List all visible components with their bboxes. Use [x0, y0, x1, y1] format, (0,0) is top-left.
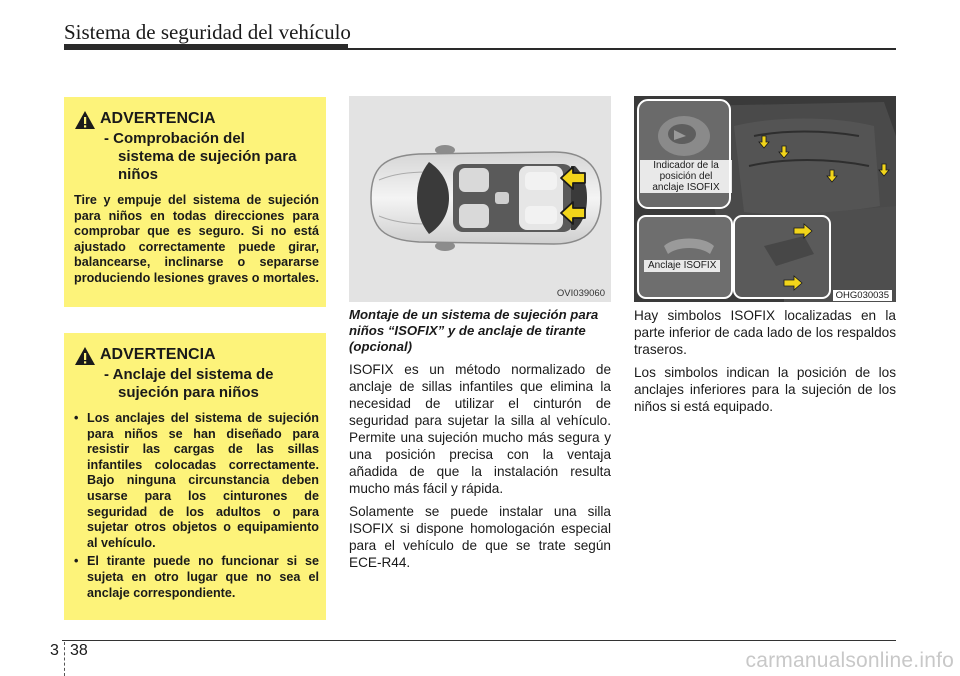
warning-subtitle-line: - Anclaje del sistema de — [104, 366, 274, 383]
warning-subtitle — [74, 130, 319, 184]
warning-triangle-icon — [74, 346, 96, 366]
page-header-title: Sistema de seguridad del vehículo — [64, 20, 351, 44]
rear-seat-photo — [634, 96, 896, 302]
footer-divider — [64, 642, 65, 676]
warning-triangle-icon — [74, 110, 96, 130]
warning-subtitle-line: sujeción para niños — [118, 384, 259, 401]
indicator-label-line: Indicador de la — [653, 160, 719, 171]
car-top-view-illustration — [349, 96, 611, 302]
figure-code: OVI039060 — [556, 288, 605, 299]
warning-heading — [74, 109, 319, 130]
indicator-label-line: anclaje ISOFIX — [652, 182, 720, 193]
chapter-number: 3 — [50, 642, 59, 659]
warning-word: ADVERTENCIA — [100, 110, 216, 127]
warning-body: Tire y empuje del sistema de sujeción para niños en todas direcciones para comprobar que es seguro. Si no está ajustado correctamente puede girar, balancearse, inclinarse o separarse produciendo lesiones graves o mortales. — [74, 193, 319, 285]
isofix-section — [349, 307, 611, 571]
warning-box-anchor — [64, 333, 326, 620]
warning-subtitle-line: sistema de sujeción para — [118, 148, 297, 165]
warning-heading — [74, 345, 319, 366]
section-paragraph: ISOFIX es un método normalizado de anclaje de sillas infantiles que elimina la necesidad de utilizar el cinturón de seguridad para sujetar la silla al vehículo. Permite una sujeción mucho más segura y una posición precisa con la ventaja añadida de que la instalación resulta mucho más fácil y rápida. — [349, 362, 611, 496]
warning-subtitle-line: niños — [118, 166, 158, 183]
watermark: carmanualsonline.info — [745, 649, 954, 672]
footer-rule — [62, 640, 896, 641]
warning-subtitle-line: - Comprobación del — [104, 130, 245, 147]
anchor-label: Anclaje ISOFIX — [644, 260, 720, 272]
warning-bullet: • Los anclajes del sistema de sujeción para niños se han diseñado para resistir las cargas de las sillas infantiles colocadas correctamente. Bajo ninguna circunstancia deben usarse para los cinturones de seguridad de los adultos o para sujetar otros objetos o equipamiento al vehículo. — [74, 411, 319, 551]
right-paragraph: Los simbolos indican la posición de los anclajes inferiores para la sujeción de los niños si está equipado. — [634, 365, 896, 414]
section-paragraph: Solamente se puede instalar una silla ISOFIX si dispone homologación especial para el vehículo de que se trate según ECE-R44. — [349, 504, 611, 570]
section-heading: Montaje de un sistema de sujeción para niños “ISOFIX” y de anclaje de tirante (opcional) — [349, 307, 599, 354]
header-bar — [64, 44, 348, 50]
warning-box-check — [64, 97, 326, 307]
indicator-label-line: posición del — [659, 171, 713, 182]
car-top-view-figure — [349, 96, 611, 302]
warning-bullet-list — [74, 411, 319, 601]
figure-code: OHG030035 — [833, 290, 892, 301]
warning-subtitle — [74, 366, 319, 402]
warning-bullet: • El tirante puede no funcionar si se sujeta en otro lugar que no sea el anclaje correspondiente. — [74, 554, 319, 601]
indicator-label — [640, 160, 732, 193]
right-paragraph: Hay simbolos ISOFIX localizadas en la parte inferior de cada lado de los respaldos traseros. — [634, 308, 896, 357]
page-number: 38 — [70, 642, 88, 659]
warning-word: ADVERTENCIA — [100, 346, 216, 363]
header-rule — [348, 48, 896, 50]
isofix-symbols-text — [634, 307, 896, 415]
